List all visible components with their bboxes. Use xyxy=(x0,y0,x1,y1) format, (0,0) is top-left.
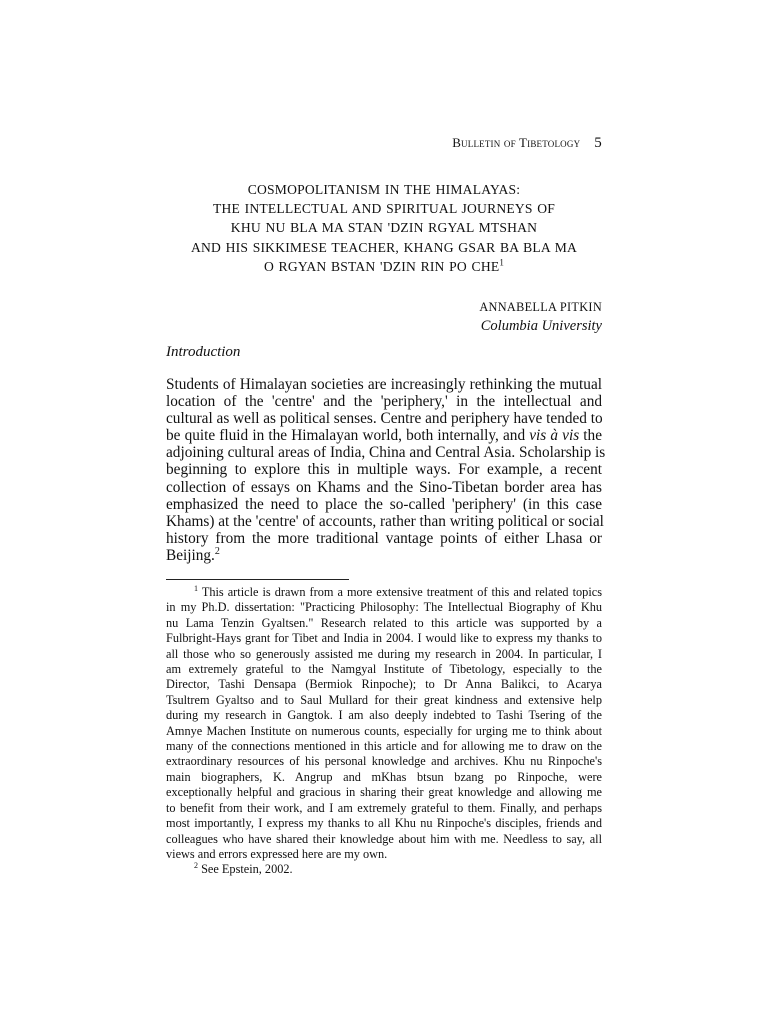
footnote-line: colleagues who have shared their knowledge about him with me. Needless to say, all xyxy=(166,831,602,846)
body-line xyxy=(166,427,602,444)
footnote-mark-2: 2 xyxy=(194,861,198,871)
footnote-line: main biographers, K. Angrup and mKhas btsun bzang po Rinpoche, were xyxy=(166,769,602,784)
article-title xyxy=(166,180,602,276)
body-line xyxy=(166,547,602,564)
body-line: adjoining cultural areas of India, China and Central Asia. Scholarship is xyxy=(166,444,606,462)
journal-title: Bulletin of Tibetology xyxy=(452,135,581,150)
body-line: cultural as well as political senses. Centre and periphery have tended to xyxy=(166,410,603,428)
footnote-line: many of the connections mentioned in this article and for allowing me to draw on the xyxy=(166,739,602,754)
footnote-text: See Epstein, 2002. xyxy=(198,862,293,877)
body-line: emphasized the need to place the so-called 'periphery' (in this case xyxy=(166,495,602,513)
body-line: history from the more traditional vantage points of either Lhasa or xyxy=(166,529,602,547)
footnote-line: Amnye Machen Institute on numerous counts, especially for urging me to think about xyxy=(166,723,602,738)
title-line-text: O RGYAN BSTAN 'DZIN RIN PO CHE xyxy=(263,258,500,274)
author-block xyxy=(479,298,602,336)
body-line: Khams) at the 'centre' of accounts, rather than writing political or social xyxy=(166,512,604,530)
title-line: AND HIS SIKKIMESE TEACHER, KHANG GSAR BA BLA MA xyxy=(190,239,578,255)
footnote-ref-1[interactable]: 1 xyxy=(499,257,505,268)
footnote-line: exceptionally helpful and gracious in sharing their great knowledge and allowing me xyxy=(166,785,602,800)
footnotes xyxy=(166,585,602,878)
footnote-line: to benefit from their work, and I am extremely grateful to them. Finally, and perhaps xyxy=(166,800,602,815)
page-number: 5 xyxy=(594,135,602,151)
footnote-line: Fulbright-Hays grant for Tibet and India in 2004. I would like to express my thanks to xyxy=(166,631,602,646)
body-line: collection of essays on Khams and the Sino-Tibetan border area has xyxy=(166,478,602,496)
section-heading: Introduction xyxy=(166,344,241,360)
footnote-line: nu Lama Tenzin Gyaltsen." Research related to this article was supported by a xyxy=(166,615,602,630)
body-paragraph xyxy=(166,376,606,564)
body-line: location of the 'centre' and the 'periphery,' in the intellectual and xyxy=(166,393,602,411)
footnote-line: Director, Tashi Densapa (Bermiok Rinpoche); to Dr Anna Balikci, to Acarya xyxy=(166,677,602,692)
footnote-line: most importantly, I express my thanks to all Khu nu Rinpoche's disciples, friends and xyxy=(166,816,602,831)
title-line: COSMOPOLITANISM IN THE HIMALAYAS: xyxy=(247,182,521,197)
body-line: Students of Himalayan societies are increasingly rethinking the mutual xyxy=(166,376,602,393)
running-header xyxy=(452,135,602,152)
author-affiliation: Columbia University xyxy=(480,318,602,334)
footnote-line: extraordinary resources of his personal knowledge and archives. Khu nu Rinpoche's xyxy=(166,754,602,769)
footnote-line: This article is drawn from a more extensive treatment of this and related topics xyxy=(198,585,602,599)
title-line: THE INTELLECTUAL AND SPIRITUAL JOURNEYS OF xyxy=(212,201,556,217)
italic-phrase: vis à vis xyxy=(529,427,580,445)
footnote-1 xyxy=(166,585,602,600)
footnote-line: in my Ph.D. dissertation: "Practicing Philosophy: The Intellectual Biography of Khu xyxy=(166,600,602,615)
body-line-text: Beijing. xyxy=(166,546,215,564)
footnote-mark-1: 1 xyxy=(194,583,198,593)
footnote-2 xyxy=(166,862,602,877)
footnote-line: Tsultrem Gyaltso and to Saul Mullard for their great kindness and extensive help xyxy=(166,692,602,707)
title-line xyxy=(166,257,602,276)
footnote-line: views and errors expressed here are my own. xyxy=(166,846,388,861)
footnote-line: during my research in Gangtok. I am also deeply indebted to Tashi Tsering of the xyxy=(166,708,602,723)
footnote-line: am extremely grateful to the Namgyal Institute of Tibetology, especially to the xyxy=(166,662,602,677)
title-line: KHU NU BLA MA STAN 'DZIN RGYAL MTSHAN xyxy=(230,220,538,236)
body-line: beginning to explore this in multiple ways. For example, a recent xyxy=(166,461,602,479)
body-line-tail: the xyxy=(579,427,602,445)
author-name: ANNABELLA PITKIN xyxy=(479,300,602,314)
body-line-text: be quite fluid in the Himalayan world, both internally, and xyxy=(166,427,530,445)
footnote-divider xyxy=(166,579,349,580)
footnote-ref-2[interactable]: 2 xyxy=(214,545,220,557)
footnote-line: all those who so generously assisted me during my research in 2004. In particular, I xyxy=(166,646,602,661)
